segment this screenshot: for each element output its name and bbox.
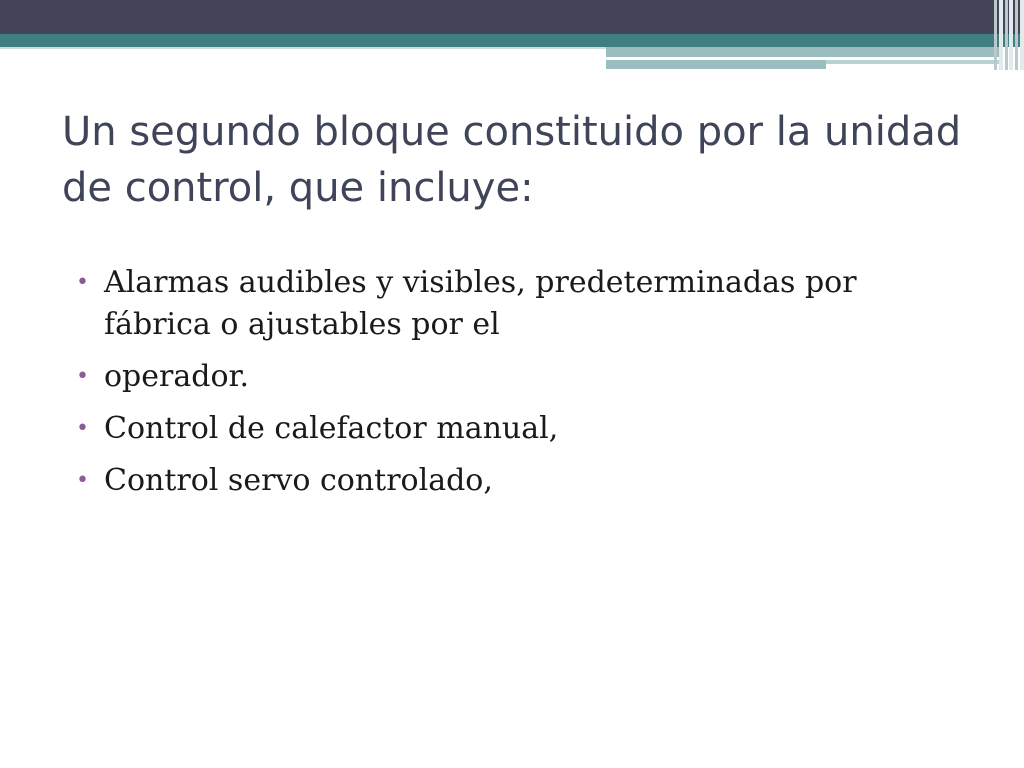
bullet-icon: • <box>76 416 89 441</box>
slide-title: Un segundo bloque constituido por la unidad de control, que incluye: <box>62 109 962 211</box>
header-band-light <box>606 47 1000 57</box>
bullet-text: operador. <box>104 359 250 394</box>
header-band-line <box>0 47 606 49</box>
bullet-icon: • <box>76 364 89 389</box>
header-band-dark <box>0 0 1024 34</box>
bullet-text: Control de calefactor manual, <box>104 411 559 446</box>
header-band-light <box>826 60 1000 64</box>
list-item <box>76 408 936 450</box>
bullet-text: Control servo controlado, <box>104 463 493 498</box>
header-band-teal <box>0 34 1024 47</box>
list-item <box>76 356 936 398</box>
bullet-list <box>76 262 936 512</box>
list-item <box>76 460 936 502</box>
bullet-icon: • <box>76 270 89 295</box>
list-item <box>76 262 936 346</box>
header-band-light <box>606 60 826 69</box>
bullet-text: Alarmas audibles y visibles, predeterminadas por fábrica o ajustables por el <box>104 265 857 342</box>
bullet-icon: • <box>76 468 89 493</box>
header-stripes <box>994 0 1024 70</box>
